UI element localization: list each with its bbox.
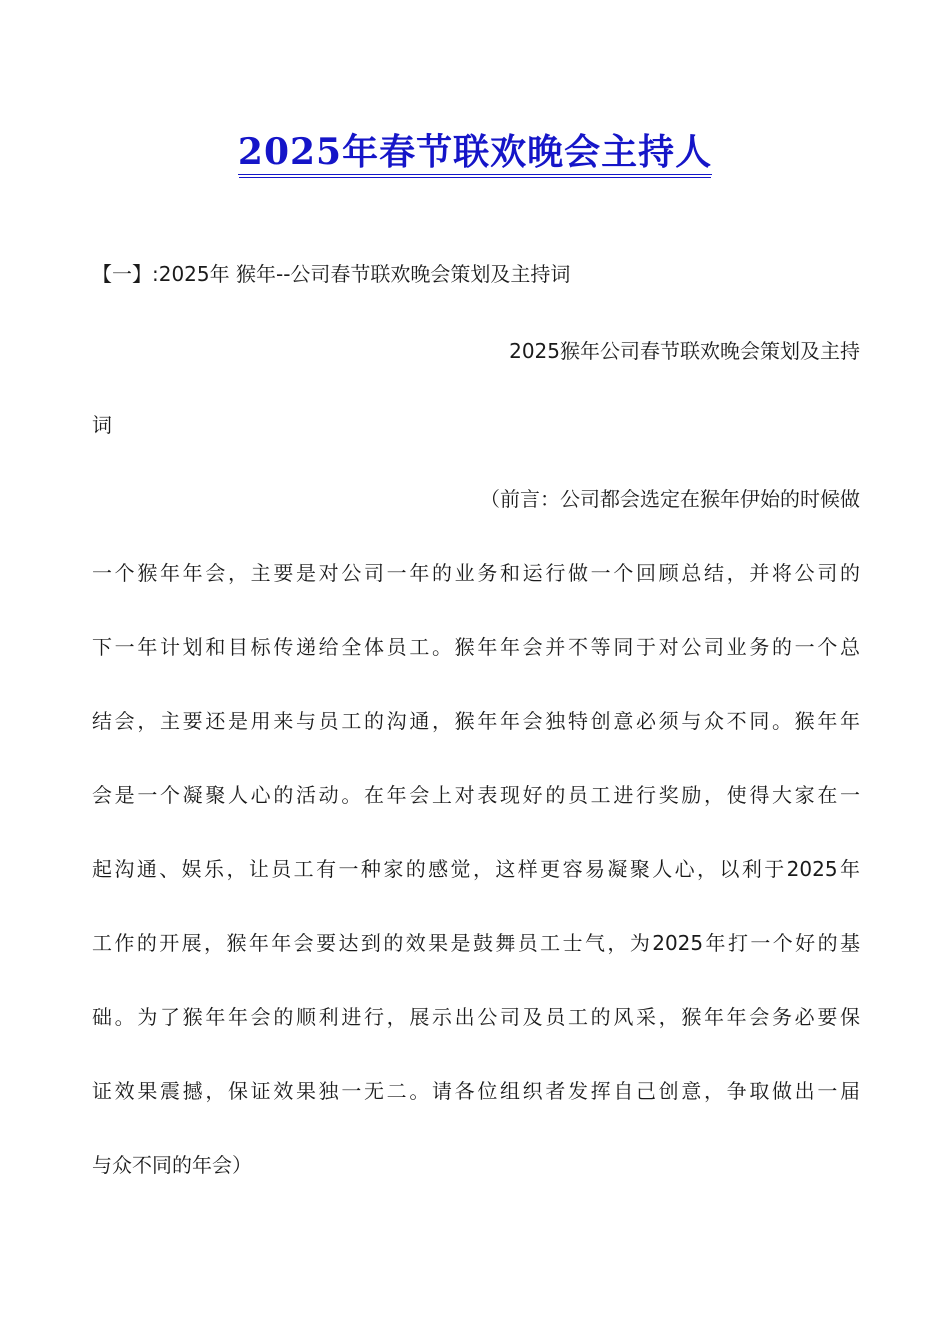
title-link[interactable]: 2025年春节联欢晚会主持人 <box>237 131 713 173</box>
paragraph-line: 工作的开展，猴年年会要达到的效果是鼓舞员工士气，为2025年打一个好的基 <box>92 931 860 955</box>
subtitle-line-1: 2025猴年公司春节联欢晚会策划及主持 <box>509 339 860 363</box>
section-heading: 【一】:2025年 猴年--公司春节联欢晚会策划及主持词 <box>92 262 571 286</box>
document-title <box>0 122 950 182</box>
paragraph-line: 下一年计划和目标传递给全体员工。猴年年会并不等同于对公司业务的一个总 <box>92 635 860 659</box>
paragraph-line: 与众不同的年会） <box>92 1153 252 1177</box>
paragraph-line: 础。为了猴年年会的顺利进行，展示出公司及员工的风采，猴年年会务必要保 <box>92 1005 860 1029</box>
paragraph-line: 结会，主要还是用来与员工的沟通，猴年年会独特创意必须与众不同。猴年年 <box>92 709 860 733</box>
paragraph-line: （前言：公司都会选定在猴年伊始的时候做 <box>480 487 860 511</box>
paragraph-line: 证效果震撼，保证效果独一无二。请各位组织者发挥自己创意，争取做出一届 <box>92 1079 860 1103</box>
paragraph-line: 会是一个凝聚人心的活动。在年会上对表现好的员工进行奖励，使得大家在一 <box>92 783 860 807</box>
subtitle-line-2: 词 <box>92 413 112 437</box>
paragraph-line: 起沟通、娱乐，让员工有一种家的感觉，这样更容易凝聚人心，以利于2025年 <box>92 857 860 881</box>
paragraph-line: 一个猴年年会，主要是对公司一年的业务和运行做一个回顾总结，并将公司的 <box>92 561 860 585</box>
